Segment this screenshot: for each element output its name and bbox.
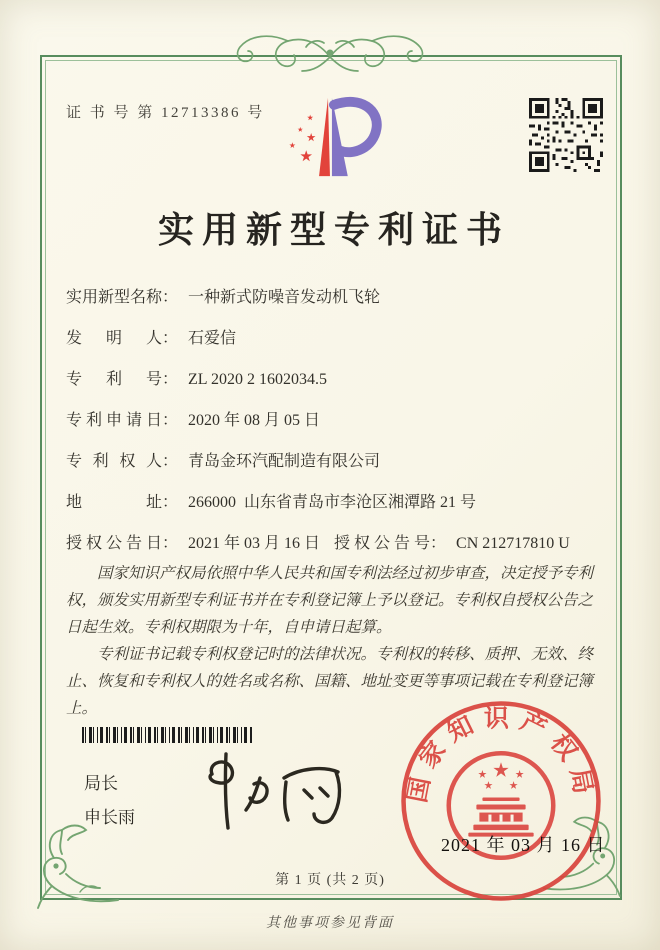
field-label: 授权公告号 — [334, 535, 430, 552]
cnipa-logo-icon — [264, 93, 388, 187]
field-row-grant — [66, 530, 604, 555]
colon: ： — [162, 535, 179, 552]
seal-date: 2021 年 03 月 16 日 — [441, 835, 606, 855]
certificate-fields — [66, 284, 604, 571]
field-label: 授权公告日 — [66, 535, 162, 552]
back-note: 其他事项参见背面 — [266, 916, 394, 931]
qr-code — [529, 98, 603, 172]
signer-title: 局长 — [84, 774, 118, 793]
certificate-title: 实用新型专利证书 — [157, 210, 510, 250]
colon: ： — [162, 371, 179, 388]
colon: ： — [162, 289, 179, 306]
colon: ： — [162, 412, 179, 429]
field-pair-grant-no — [334, 530, 570, 553]
body-paragraph: 国家知识产权局依照中华人民共和国专利法经过初步审查，决定授予专利权，颁发实用新型专利证书并在专利登记簿上予以登记。专利权自授权公告之日起生效。专利权期限为十年，自申请日起算。 — [66, 565, 594, 636]
field-label: 专利号 — [66, 371, 162, 388]
official-seal — [398, 698, 604, 904]
seal-ring-text: 国家知识产权局 — [404, 705, 598, 805]
colon: ： — [162, 330, 179, 347]
colon: ： — [430, 535, 447, 552]
colon: ： — [162, 453, 179, 470]
top-border-ornament-icon — [210, 27, 450, 83]
field-value: 青岛金环汽配制造有限公司 — [188, 453, 381, 470]
body-paragraph: 专利证书记载专利权登记时的法律状况。专利权的转移、质押、无效、终止、恢复和专利权人的姓名或名称、国籍、地址变更等事项记载在专利登记簿上。 — [66, 646, 594, 717]
field-label: 地址 — [66, 494, 162, 511]
field-value: 一种新式防噪音发动机飞轮 — [188, 289, 381, 306]
field-label: 实用新型名称 — [66, 289, 163, 306]
field-label: 专利权人 — [66, 453, 162, 470]
field-value: 石爱信 — [188, 330, 237, 347]
signer-block — [84, 769, 135, 837]
field-row-filing-date — [66, 407, 604, 432]
signature-handwriting — [182, 748, 357, 833]
field-label: 专利申请日 — [66, 412, 162, 429]
field-row-patent-no — [66, 366, 604, 391]
barcode — [82, 727, 252, 743]
field-value: ZL 2020 2 1602034.5 — [188, 371, 327, 388]
field-row-address — [66, 489, 604, 514]
field-value: 266000 山东省青岛市李沧区湘潭路 21 号 — [188, 494, 477, 511]
field-row-inventor — [66, 325, 604, 350]
field-row-name — [66, 284, 604, 309]
field-row-patentee — [66, 448, 604, 473]
certificate-number: 证 书 号 第 12713386 号 — [66, 105, 265, 121]
field-value: 2020 年 08 月 05 日 — [188, 412, 321, 429]
field-value: 2021 年 03 月 16 日 — [188, 535, 321, 552]
signer-name: 申长雨 — [84, 808, 135, 827]
page-number: 第 1 页 (共 2 页) — [275, 873, 385, 888]
colon: ： — [162, 494, 179, 511]
field-label: 发明人 — [66, 330, 162, 347]
field-value: CN 212717810 U — [456, 535, 570, 552]
